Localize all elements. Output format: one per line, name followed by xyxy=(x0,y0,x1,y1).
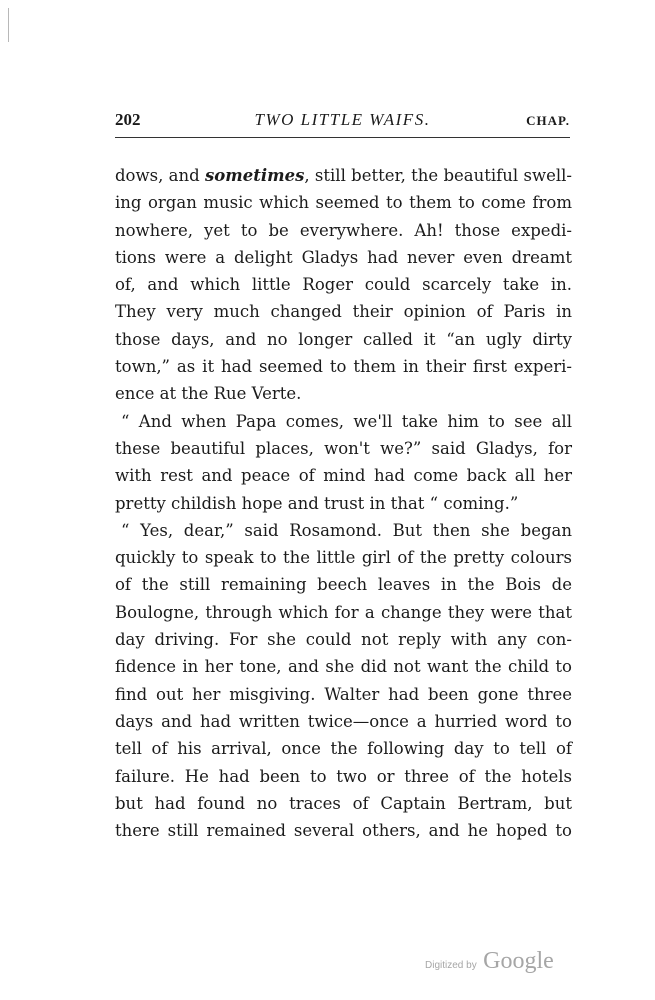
text-line: pretty childish hope and trust in that “ coming.” xyxy=(115,493,519,513)
text-line: of, and which little Roger could scarcely take in. xyxy=(115,275,572,295)
running-title: TWO LITTLE WAIFS. xyxy=(254,110,431,129)
text-line: these beautiful places, won't we?” said Gladys, for xyxy=(115,438,572,458)
text-line: ence at the Rue Verte. xyxy=(115,384,302,404)
page-number: 202 xyxy=(115,110,141,129)
emphasis-text: sometimes xyxy=(204,166,305,185)
watermark-prefix: Digitized by xyxy=(425,960,477,971)
text-line: fidence in her tone, and she did not want the child to xyxy=(115,657,572,677)
text-line: day driving. For she could not reply with any con- xyxy=(115,630,572,650)
text-line: of the still remaining beech leaves in the Bois de xyxy=(115,575,572,595)
text-line: Boulogne, through which for a change they were that xyxy=(115,602,572,622)
page-header xyxy=(115,108,570,138)
text-line: days and had written twice—once a hurried word to xyxy=(115,711,572,731)
text-line: find out her misgiving. Walter had been gone three xyxy=(115,684,572,704)
google-logo: Google xyxy=(483,948,554,974)
body-text xyxy=(115,162,572,844)
text-line: but had found no traces of Captain Bertram, but xyxy=(115,793,572,813)
text-line: there still remained several others, and he hoped to xyxy=(115,821,572,841)
text-line: tell of his arrival, once the following day to tell of xyxy=(115,739,572,759)
text-line: dows, and sometimes, still better, the beautiful swell- xyxy=(115,166,572,185)
text-line: quickly to speak to the little girl of the pretty colours xyxy=(115,548,572,568)
text-line: town,” as it had seemed to them in their first experi- xyxy=(115,357,572,377)
chapter-label: CHAP. xyxy=(526,113,570,128)
text-line: They very much changed their opinion of Paris in xyxy=(115,302,572,322)
binding-mark xyxy=(8,8,9,42)
text-line: “ Yes, dear,” said Rosamond. But then she began xyxy=(121,520,572,540)
header-rule xyxy=(115,137,570,138)
text-line: those days, and no longer called it “an ugly dirty xyxy=(115,329,572,349)
text-line: nowhere, yet to be everywhere. Ah! those expedi- xyxy=(115,220,572,240)
text-line: with rest and peace of mind had come back all her xyxy=(115,466,572,486)
text-line: ing organ music which seemed to them to come from xyxy=(115,193,572,213)
text-line: failure. He had been to two or three of the hotels xyxy=(115,766,572,786)
google-watermark xyxy=(425,948,554,975)
text-line: “ And when Papa comes, we'll take him to see all xyxy=(121,411,572,431)
text-line: tions were a delight Gladys had never even dreamt xyxy=(115,247,572,267)
